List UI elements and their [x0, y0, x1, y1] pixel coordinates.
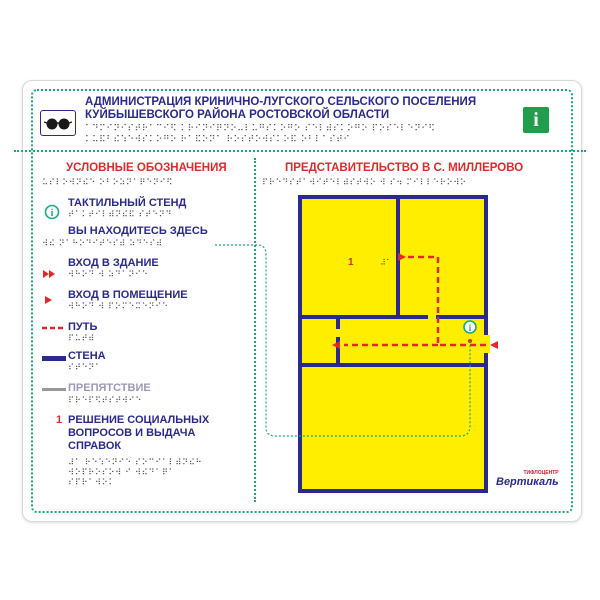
legend-braille-path: ⠏⠥⠞⠾	[68, 334, 95, 344]
legend-title-braille: ⠥⠎⠇⠕⠺⠝⠮⠑ ⠕⠃⠕⠵⠝⠁⠟⠑⠝⠊⠫	[42, 178, 173, 188]
legend-item-path: ПУТЬ	[68, 321, 98, 333]
legend-title: УСЛОВНЫЕ ОБОЗНАЧЕНИЯ	[66, 162, 227, 174]
brand-logo	[496, 470, 559, 488]
legend-braille-room-entrance: ⠺⠓⠕⠙ ⠺ ⠏⠕⠍⠑⠭⠑⠝⠊⠑	[68, 302, 169, 312]
svg-text:i: i	[468, 323, 472, 333]
room-label-line-2: ВОПРОСОВ И ВЫДАЧА	[68, 427, 196, 439]
legend-braille-tactile-stand: ⠞⠁⠅⠞⠊⠇⠾⠝⠮⠯ ⠎⠞⠑⠝⠙	[68, 210, 173, 220]
legend-item-building-entrance: ВХОД В ЗДАНИЕ	[68, 257, 159, 269]
room-number-legend: 1	[56, 414, 63, 426]
room-braille-line-2: ⠺⠕⠏⠗⠕⠎⠕⠺ ⠊ ⠺⠮⠙⠁⠟⠁	[68, 468, 176, 478]
legend-item-room-entrance: ВХОД В ПОМЕЩЕНИЕ	[68, 289, 188, 301]
legend-item-obstacle: ПРЕПЯТСТВИЕ	[68, 382, 151, 394]
legend-braille-obstacle: ⠏⠗⠑⠏⠫⠞⠎⠞⠺⠊⠑	[68, 396, 142, 406]
title-line-1: АДМИНИСТРАЦИЯ КРИНИЧНО-ЛУГСКОГО СЕЛЬСКОГО ПОСЕЛЕНИЯ	[85, 96, 477, 108]
legend-braille-building-entrance: ⠺⠓⠕⠙ ⠺ ⠵⠙⠁⠝⠊⠑	[68, 270, 149, 280]
room-label-line-1: РЕШЕНИЕ СОЦИАЛЬНЫХ	[68, 414, 210, 426]
brand-sub: ТИФЛОЦЕНТР	[523, 470, 559, 476]
legend-item-tactile-stand: ТАКТИЛЬНЫЙ СТЕНД	[68, 197, 187, 209]
room-braille-line-1: ⠼⠁ ⠗⠑⠱⠑⠝⠊⠑ ⠎⠕⠉⠊⠁⠇⠾⠝⠮⠓	[68, 458, 203, 468]
room-label-line-3: СПРАВОК	[68, 440, 122, 452]
plan-title-braille: ⠏⠗⠑⠙⠎⠞⠁⠺⠊⠞⠑⠇⠾⠎⠞⠺⠕ ⠺ ⠎⠲ ⠍⠊⠇⠇⠑⠗⠕⠺⠕	[262, 178, 467, 188]
info-icon: i	[523, 107, 549, 133]
title-line-2: КУЙБЫШЕВСКОГО РАЙОНА РОСТОВСКОЙ ОБЛАСТИ	[85, 109, 390, 121]
legend-item-wall: СТЕНА	[68, 350, 106, 362]
plan-room-number: 1	[348, 257, 354, 268]
svg-text:i: i	[50, 208, 54, 219]
brand-name: Вертикаль	[496, 476, 559, 488]
legend-braille-you-are-here: ⠺⠮ ⠝⠁⠓⠕⠙⠊⠞⠑⠎⠾ ⠵⠙⠑⠎⠾	[42, 239, 163, 249]
plan-title: ПРЕДСТАВИТЕЛЬСТВО В С. МИЛЛЕРОВО	[285, 162, 524, 174]
header-braille-line-1: ⠁⠙⠍⠊⠝⠊⠎⠞⠗⠁⠉⠊⠫ ⠅⠗⠊⠝⠊⠟⠝⠕⠤⠇⠥⠛⠎⠅⠕⠛⠕ ⠎⠑⠇⠾⠎⠅⠕⠛⠕ ⠏⠕⠎⠑⠇⠑⠝⠊⠫	[85, 124, 436, 134]
legend-braille-wall: ⠎⠞⠑⠝⠁	[68, 363, 102, 373]
legend-item-you-are-here: ВЫ НАХОДИТЕСЬ ЗДЕСЬ	[68, 225, 208, 237]
plan-room-braille: ⠼⠁	[380, 258, 392, 267]
room-braille-line-3: ⠎⠏⠗⠁⠺⠕⠅	[68, 478, 116, 488]
header-braille-line-2: ⠅⠥⠯⠃⠮⠱⠑⠺⠎⠅⠕⠛⠕ ⠗⠁⠯⠕⠝⠁ ⠗⠕⠎⠞⠕⠺⠎⠅⠕⠯ ⠕⠃⠇⠁⠎⠞⠊	[85, 135, 351, 145]
